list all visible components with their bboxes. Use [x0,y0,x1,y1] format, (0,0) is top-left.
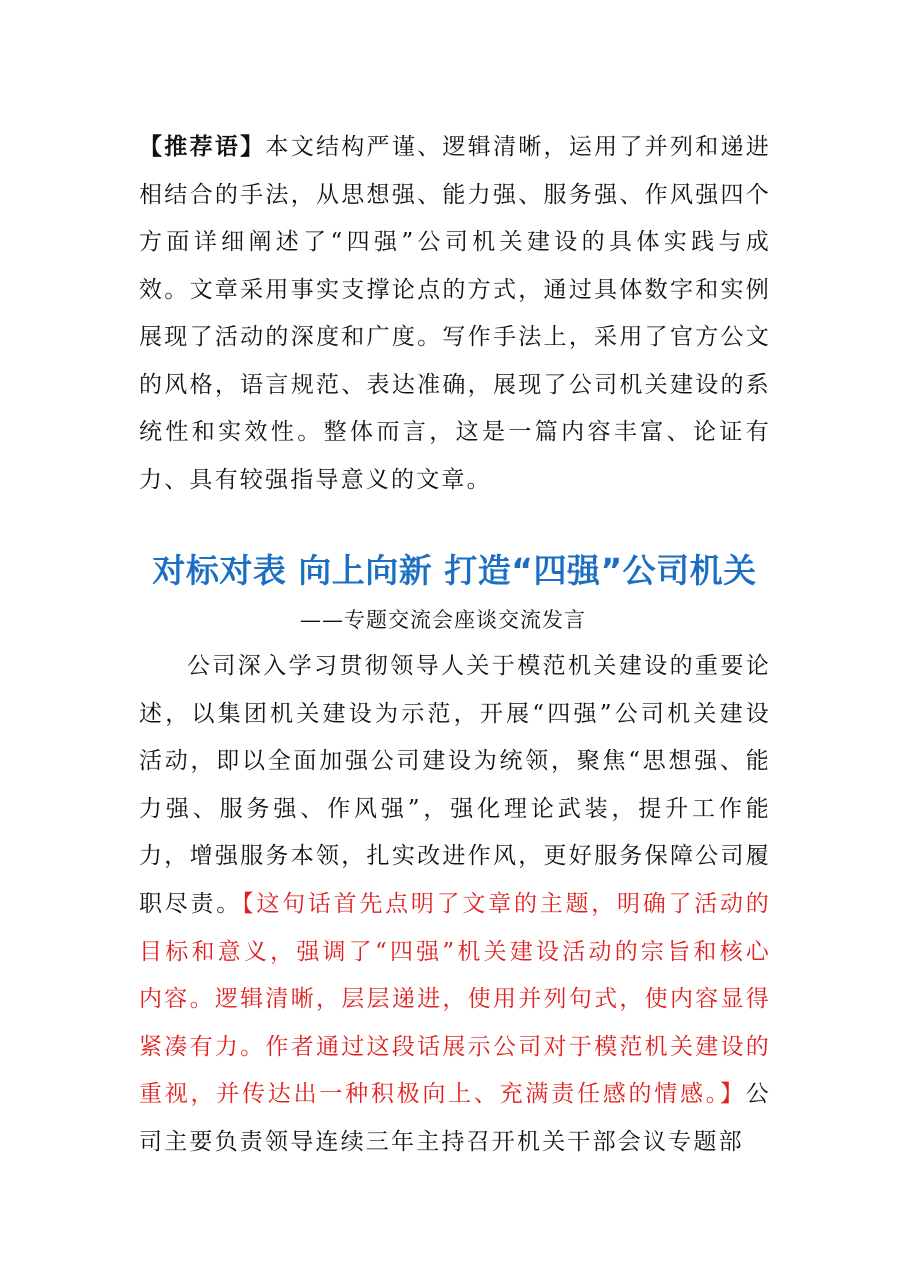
article-subtitle: ——专题交流会座谈交流发言 [300,608,586,632]
recommendation-text: 本文结构严谨、逻辑清晰，运用了并列和递进相结合的手法，从思想强、能力强、服务强、作风强四个方面详细阐述了“四强”公司机关建设的具体实践与成效。文章采用事实支撑论点的方式，通过具体数字和实例展现了活动的深度和广度。写作手法上，采用了官方公文的风格，语言规范、表达准确，展现了公司机关建设的系统性和实效性。整体而言，这是一篇内容丰富、论证有力、具有较强指导意义的文章。 [139,134,772,493]
body-text-part-2: 公司主要负责领导连续三年主持召开机关干部会议专题部 [139,1081,771,1155]
article-title: 对标对表 向上向新 打造“四强”公司机关 [152,551,757,590]
recommendation-tag: 【推荐语】 [139,134,266,160]
body-text-part-1: 公司深入学习贯彻领导人关于模范机关建设的重要论述，以集团机关建设为示范，开展“四强”公司机关建设活动，即以全面加强公司建设为统领，聚焦“思想强、能力强、服务强、作风强”，强化理论武装，提升工作能力，增强服务本领，扎实改进作风，更好服务保障公司履职尽责。 [139,653,771,917]
recommendation-paragraph [139,124,771,504]
annotation-comment: 【这句话首先点明了文章的主题，明确了活动的目标和意义，强调了“四强”机关建设活动的宗旨和核心内容。逻辑清晰，层层递进，使用并列句式，使内容显得紧凑有力。作者通过这段话展示公司对于模范机关建设的重视，并传达出一种积极向上、充满责任感的情感。】 [139,890,771,1108]
article-body-paragraph [139,643,771,1167]
